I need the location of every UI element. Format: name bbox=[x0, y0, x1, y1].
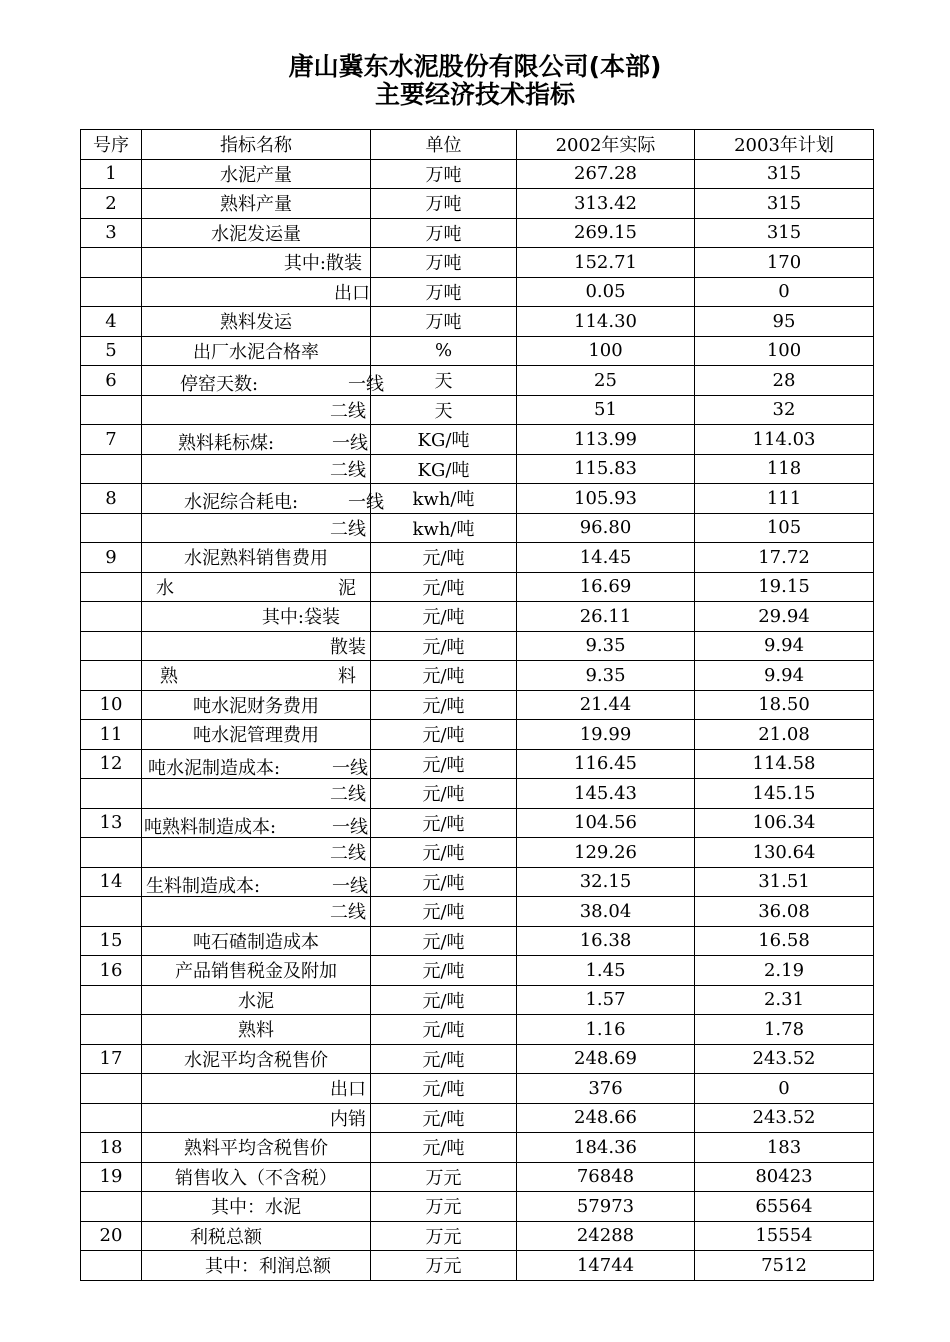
row-unit: 元/吨 bbox=[371, 543, 517, 573]
table-row bbox=[81, 720, 874, 750]
header-row bbox=[81, 130, 874, 160]
row-name-label: 停窑天数: bbox=[180, 374, 259, 395]
row-seq: 16 bbox=[81, 956, 142, 986]
row-unit: 元/吨 bbox=[371, 897, 517, 927]
table-row bbox=[81, 838, 874, 868]
row-plan: 114.03 bbox=[695, 425, 874, 455]
row-actual: 32.15 bbox=[517, 867, 695, 897]
row-plan: 106.34 bbox=[695, 808, 874, 838]
row-seq bbox=[81, 1015, 142, 1045]
row-actual: 114.30 bbox=[517, 307, 695, 337]
table-row bbox=[81, 749, 874, 779]
row-seq: 9 bbox=[81, 543, 142, 573]
row-seq bbox=[81, 985, 142, 1015]
row-plan: 105 bbox=[695, 513, 874, 543]
table-row bbox=[81, 1162, 874, 1192]
table-row bbox=[81, 1103, 874, 1133]
row-name: 二线 bbox=[142, 513, 371, 543]
row-seq: 11 bbox=[81, 720, 142, 750]
row-seq bbox=[81, 1192, 142, 1222]
row-plan: 315 bbox=[695, 189, 874, 219]
row-plan: 2.19 bbox=[695, 956, 874, 986]
row-actual: 152.71 bbox=[517, 248, 695, 278]
row-actual: 16.38 bbox=[517, 926, 695, 956]
row-plan: 18.50 bbox=[695, 690, 874, 720]
row-plan: 2.31 bbox=[695, 985, 874, 1015]
row-unit: 元/吨 bbox=[371, 749, 517, 779]
row-plan: 16.58 bbox=[695, 926, 874, 956]
table-row bbox=[81, 690, 874, 720]
table-row bbox=[81, 926, 874, 956]
row-plan: 100 bbox=[695, 336, 874, 366]
row-name bbox=[142, 484, 384, 514]
row-seq bbox=[81, 1251, 142, 1281]
row-name bbox=[142, 572, 371, 602]
row-name-label: 熟 bbox=[160, 666, 178, 688]
row-actual: 100 bbox=[517, 336, 695, 366]
table-row bbox=[81, 1192, 874, 1222]
row-actual: 0.05 bbox=[517, 277, 695, 307]
header-unit: 单位 bbox=[371, 130, 517, 160]
row-name-label: 水泥综合耗电: bbox=[184, 492, 299, 513]
table-row bbox=[81, 159, 874, 189]
row-seq: 4 bbox=[81, 307, 142, 337]
row-seq bbox=[81, 838, 142, 868]
row-actual: 16.69 bbox=[517, 572, 695, 602]
row-seq: 3 bbox=[81, 218, 142, 248]
row-name-label: 水 bbox=[156, 577, 174, 599]
row-actual: 248.66 bbox=[517, 1103, 695, 1133]
row-name-label: 吨水泥制造成本: bbox=[148, 757, 281, 779]
row-actual: 269.15 bbox=[517, 218, 695, 248]
row-unit: 万吨 bbox=[371, 277, 517, 307]
row-plan: 28 bbox=[695, 366, 874, 396]
row-unit: 万吨 bbox=[371, 159, 517, 189]
row-name-suffix: 一线 bbox=[332, 757, 368, 779]
row-name: 水泥 bbox=[142, 985, 371, 1015]
row-unit: 元/吨 bbox=[371, 867, 517, 897]
row-unit: 元/吨 bbox=[371, 720, 517, 750]
row-seq: 10 bbox=[81, 690, 142, 720]
row-plan: 118 bbox=[695, 454, 874, 484]
row-seq bbox=[81, 248, 142, 278]
row-actual: 184.36 bbox=[517, 1133, 695, 1163]
table-row bbox=[81, 602, 874, 632]
row-seq: 14 bbox=[81, 867, 142, 897]
row-seq bbox=[81, 661, 142, 691]
row-unit: kwh/吨 bbox=[371, 513, 517, 543]
table-row bbox=[81, 985, 874, 1015]
row-plan: 36.08 bbox=[695, 897, 874, 927]
row-actual: 9.35 bbox=[517, 661, 695, 691]
row-unit: 万元 bbox=[371, 1251, 517, 1281]
row-name: 利税总额 bbox=[142, 1221, 371, 1251]
row-actual: 376 bbox=[517, 1074, 695, 1104]
row-name: 产品销售税金及附加 bbox=[142, 956, 371, 986]
row-seq: 20 bbox=[81, 1221, 142, 1251]
table-row bbox=[81, 513, 874, 543]
row-name: 水泥平均含税售价 bbox=[142, 1044, 371, 1074]
row-unit: 元/吨 bbox=[371, 661, 517, 691]
table-row bbox=[81, 1133, 874, 1163]
row-unit: 元/吨 bbox=[371, 838, 517, 868]
row-actual: 14744 bbox=[517, 1251, 695, 1281]
row-plan: 95 bbox=[695, 307, 874, 337]
row-seq bbox=[81, 513, 142, 543]
row-name: 水泥发运量 bbox=[142, 218, 371, 248]
row-plan: 243.52 bbox=[695, 1103, 874, 1133]
row-name bbox=[142, 808, 371, 838]
row-seq: 6 bbox=[81, 366, 142, 396]
row-actual: 116.45 bbox=[517, 749, 695, 779]
row-unit: 元/吨 bbox=[371, 1133, 517, 1163]
row-seq bbox=[81, 779, 142, 809]
table-row bbox=[81, 484, 874, 514]
row-seq bbox=[81, 1103, 142, 1133]
row-seq: 8 bbox=[81, 484, 142, 514]
table-row bbox=[81, 779, 874, 809]
row-actual: 19.99 bbox=[517, 720, 695, 750]
row-unit: 万吨 bbox=[371, 248, 517, 278]
row-plan: 1.78 bbox=[695, 1015, 874, 1045]
row-seq bbox=[81, 395, 142, 425]
table-row bbox=[81, 956, 874, 986]
row-plan: 315 bbox=[695, 159, 874, 189]
row-actual: 1.16 bbox=[517, 1015, 695, 1045]
table-row bbox=[81, 631, 874, 661]
row-seq: 18 bbox=[81, 1133, 142, 1163]
row-unit: 元/吨 bbox=[371, 690, 517, 720]
table-row bbox=[81, 366, 874, 396]
row-name-suffix: 一线 bbox=[332, 816, 368, 838]
table-row bbox=[81, 277, 874, 307]
table-row bbox=[81, 1074, 874, 1104]
row-name bbox=[142, 366, 384, 396]
row-name bbox=[142, 867, 371, 897]
header-actual: 2002年实际 bbox=[517, 130, 695, 160]
table-row bbox=[81, 189, 874, 219]
header-plan: 2003年计划 bbox=[695, 130, 874, 160]
header-name: 指标名称 bbox=[142, 130, 371, 160]
row-actual: 96.80 bbox=[517, 513, 695, 543]
row-unit: 元/吨 bbox=[371, 1044, 517, 1074]
row-plan: 243.52 bbox=[695, 1044, 874, 1074]
row-unit: % bbox=[371, 336, 517, 366]
row-name: 出厂水泥合格率 bbox=[142, 336, 371, 366]
page-subtitle: 主要经济技术指标 bbox=[374, 80, 575, 109]
row-unit: 万元 bbox=[371, 1221, 517, 1251]
row-actual: 313.42 bbox=[517, 189, 695, 219]
row-plan: 15554 bbox=[695, 1221, 874, 1251]
row-unit: 元/吨 bbox=[371, 572, 517, 602]
row-seq bbox=[81, 454, 142, 484]
row-unit: 元/吨 bbox=[371, 1015, 517, 1045]
row-name-suffix: 泥 bbox=[338, 577, 356, 599]
row-plan: 183 bbox=[695, 1133, 874, 1163]
row-unit: 天 bbox=[371, 366, 517, 396]
row-unit: 元/吨 bbox=[371, 779, 517, 809]
row-unit: 元/吨 bbox=[371, 1074, 517, 1104]
row-name: 出口 bbox=[142, 277, 371, 307]
row-plan: 7512 bbox=[695, 1251, 874, 1281]
table-row bbox=[81, 218, 874, 248]
table-row bbox=[81, 248, 874, 278]
row-actual: 9.35 bbox=[517, 631, 695, 661]
row-name: 二线 bbox=[142, 454, 371, 484]
row-name-suffix: 一线 bbox=[348, 492, 384, 513]
table-row bbox=[81, 425, 874, 455]
row-seq: 19 bbox=[81, 1162, 142, 1192]
row-seq: 13 bbox=[81, 808, 142, 838]
table-row bbox=[81, 661, 874, 691]
row-plan: 32 bbox=[695, 395, 874, 425]
indicator-table bbox=[80, 129, 874, 1281]
row-seq bbox=[81, 277, 142, 307]
row-actual: 248.69 bbox=[517, 1044, 695, 1074]
table-row bbox=[81, 336, 874, 366]
row-plan: 170 bbox=[695, 248, 874, 278]
row-unit: 天 bbox=[371, 395, 517, 425]
row-name: 水泥熟料销售费用 bbox=[142, 543, 371, 573]
header-seq: 号序 bbox=[81, 130, 142, 160]
row-plan: 19.15 bbox=[695, 572, 874, 602]
row-plan: 130.64 bbox=[695, 838, 874, 868]
row-name: 出口 bbox=[142, 1074, 371, 1104]
row-plan: 145.15 bbox=[695, 779, 874, 809]
row-name: 熟料发运 bbox=[142, 307, 371, 337]
table-row bbox=[81, 1044, 874, 1074]
row-seq: 1 bbox=[81, 159, 142, 189]
row-unit: kwh/吨 bbox=[371, 484, 517, 514]
row-name: 水泥产量 bbox=[142, 159, 371, 189]
row-plan: 315 bbox=[695, 218, 874, 248]
row-actual: 38.04 bbox=[517, 897, 695, 927]
row-seq bbox=[81, 1074, 142, 1104]
table-row bbox=[81, 1221, 874, 1251]
table-row bbox=[81, 867, 874, 897]
row-name: 吨水泥财务费用 bbox=[142, 690, 371, 720]
row-unit: 元/吨 bbox=[371, 926, 517, 956]
row-name: 二线 bbox=[142, 395, 371, 425]
row-actual: 1.45 bbox=[517, 956, 695, 986]
row-unit: KG/吨 bbox=[371, 454, 517, 484]
row-unit: 万元 bbox=[371, 1162, 517, 1192]
page-title: 唐山冀东水泥股份有限公司(本部) bbox=[288, 52, 662, 81]
row-plan: 21.08 bbox=[695, 720, 874, 750]
row-actual: 76848 bbox=[517, 1162, 695, 1192]
row-plan: 17.72 bbox=[695, 543, 874, 573]
row-name-suffix: 一线 bbox=[332, 433, 368, 454]
row-actual: 21.44 bbox=[517, 690, 695, 720]
row-unit: 元/吨 bbox=[371, 808, 517, 838]
row-unit: 万元 bbox=[371, 1192, 517, 1222]
table-row bbox=[81, 395, 874, 425]
row-unit: 元/吨 bbox=[371, 602, 517, 632]
row-plan: 9.94 bbox=[695, 661, 874, 691]
row-name: 二线 bbox=[142, 897, 371, 927]
row-plan: 114.58 bbox=[695, 749, 874, 779]
row-actual: 26.11 bbox=[517, 602, 695, 632]
row-name: 吨水泥管理费用 bbox=[142, 720, 371, 750]
row-name: 二线 bbox=[142, 779, 371, 809]
row-seq bbox=[81, 572, 142, 602]
row-plan: 29.94 bbox=[695, 602, 874, 632]
row-unit: 万吨 bbox=[371, 307, 517, 337]
row-seq: 17 bbox=[81, 1044, 142, 1074]
row-actual: 14.45 bbox=[517, 543, 695, 573]
table-row bbox=[81, 572, 874, 602]
row-actual: 1.57 bbox=[517, 985, 695, 1015]
row-name: 销售收入（不含税） bbox=[142, 1162, 371, 1192]
row-name: 二线 bbox=[142, 838, 371, 868]
row-actual: 25 bbox=[517, 366, 695, 396]
row-actual: 145.43 bbox=[517, 779, 695, 809]
row-actual: 57973 bbox=[517, 1192, 695, 1222]
table-row bbox=[81, 1015, 874, 1045]
row-name-suffix: 一线 bbox=[348, 374, 384, 395]
table-row bbox=[81, 454, 874, 484]
row-name bbox=[142, 661, 371, 691]
table-row bbox=[81, 897, 874, 927]
table-row bbox=[81, 1251, 874, 1281]
row-actual: 129.26 bbox=[517, 838, 695, 868]
row-unit: 元/吨 bbox=[371, 985, 517, 1015]
row-name-label: 生料制造成本: bbox=[146, 875, 261, 897]
row-seq: 5 bbox=[81, 336, 142, 366]
row-name: 其中：利润总额 bbox=[142, 1251, 371, 1281]
row-unit: 元/吨 bbox=[371, 956, 517, 986]
row-name-suffix: 一线 bbox=[332, 875, 368, 897]
table-row bbox=[81, 808, 874, 838]
row-unit: 元/吨 bbox=[371, 631, 517, 661]
row-seq: 7 bbox=[81, 425, 142, 455]
row-seq bbox=[81, 602, 142, 632]
row-seq: 15 bbox=[81, 926, 142, 956]
row-plan: 0 bbox=[695, 1074, 874, 1104]
row-plan: 31.51 bbox=[695, 867, 874, 897]
row-actual: 267.28 bbox=[517, 159, 695, 189]
row-name: 散装 bbox=[142, 631, 371, 661]
row-actual: 105.93 bbox=[517, 484, 695, 514]
row-name: 熟料 bbox=[142, 1015, 371, 1045]
row-unit: 万吨 bbox=[371, 189, 517, 219]
row-unit: 元/吨 bbox=[371, 1103, 517, 1133]
row-unit: 万吨 bbox=[371, 218, 517, 248]
row-name: 其中：水泥 bbox=[142, 1192, 371, 1222]
row-name: 内销 bbox=[142, 1103, 371, 1133]
row-plan: 65564 bbox=[695, 1192, 874, 1222]
row-name: 吨石碴制造成本 bbox=[142, 926, 371, 956]
row-actual: 24288 bbox=[517, 1221, 695, 1251]
row-seq bbox=[81, 897, 142, 927]
row-actual: 51 bbox=[517, 395, 695, 425]
row-name: 熟料产量 bbox=[142, 189, 371, 219]
row-actual: 113.99 bbox=[517, 425, 695, 455]
row-name: 其中:袋装 bbox=[142, 602, 371, 632]
row-plan: 80423 bbox=[695, 1162, 874, 1192]
row-seq: 12 bbox=[81, 749, 142, 779]
table-row bbox=[81, 307, 874, 337]
row-actual: 115.83 bbox=[517, 454, 695, 484]
row-plan: 111 bbox=[695, 484, 874, 514]
table-row bbox=[81, 543, 874, 573]
row-name: 熟料平均含税售价 bbox=[142, 1133, 371, 1163]
row-name bbox=[142, 425, 371, 455]
row-name-suffix: 料 bbox=[338, 666, 356, 688]
row-plan: 0 bbox=[695, 277, 874, 307]
row-actual: 104.56 bbox=[517, 808, 695, 838]
row-seq: 2 bbox=[81, 189, 142, 219]
row-name bbox=[142, 749, 371, 779]
row-name: 其中:散装 bbox=[142, 248, 371, 278]
row-name-label: 吨熟料制造成本: bbox=[144, 816, 277, 838]
row-seq bbox=[81, 631, 142, 661]
row-name-label: 熟料耗标煤: bbox=[178, 433, 275, 454]
row-unit: KG/吨 bbox=[371, 425, 517, 455]
row-plan: 9.94 bbox=[695, 631, 874, 661]
